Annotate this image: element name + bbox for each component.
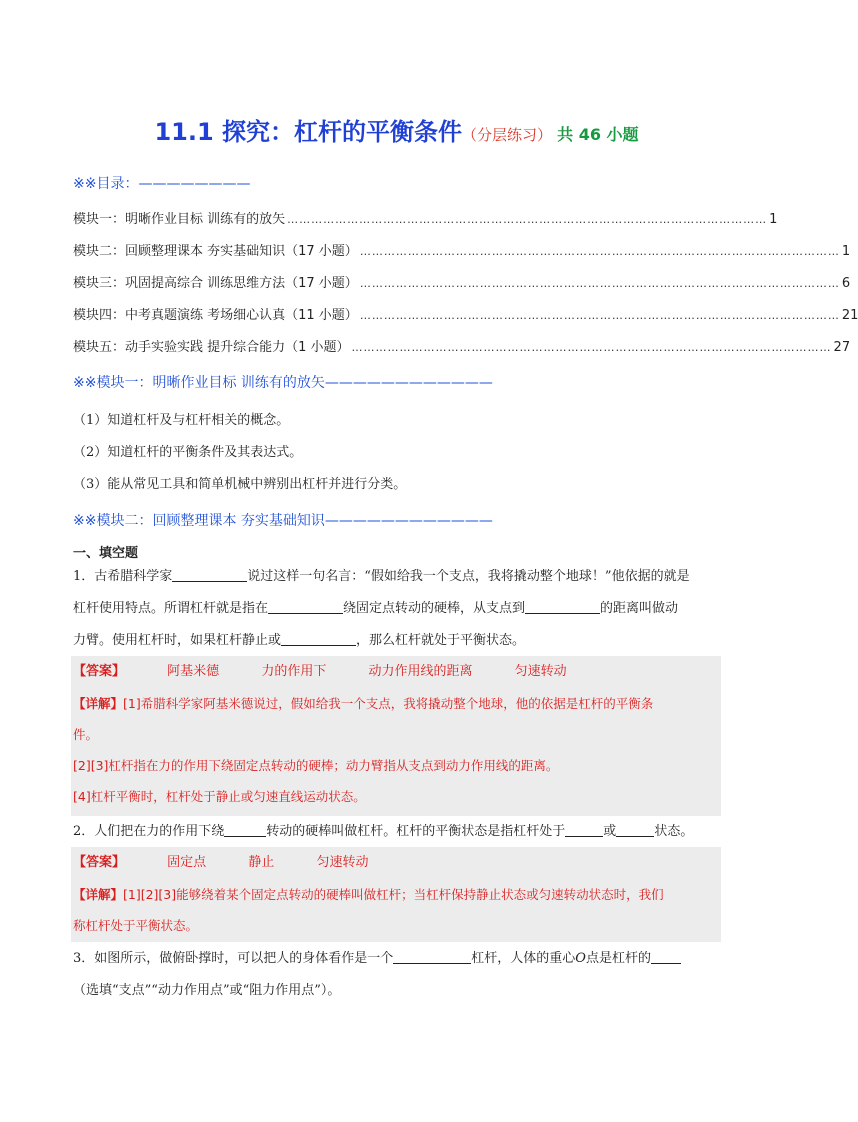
- answer-tag: 【答案】: [73, 664, 126, 679]
- question-2: 2．人们把在力的作用下绕 转动的硬棒叫做杠杆。杠杆的平衡状态是指杠杆处于 或 状态。: [73, 824, 694, 839]
- answer-line: [73, 847, 721, 878]
- toc-item-label: 模块二：回顾整理课本 夯实基础知识（17 小题）: [73, 244, 358, 259]
- answer-item: 力的作用下: [261, 664, 327, 679]
- answer-item: 匀速转动: [514, 664, 567, 679]
- module1-heading: ※※模块一：明晰作业目标 训练有的放矢————————————: [73, 375, 493, 391]
- answer-blank[interactable]: [616, 822, 654, 837]
- answer-item: 静止: [248, 855, 275, 870]
- question-3: 3．如图所示，做俯卧撑时，可以把人的身体看作是一个 杠杆，人体的重心O点是杠杆的 （选填“支点”“动力作用点”或“阻力作用点”）。: [73, 943, 721, 1007]
- toc-item-label: 模块五：动手实验实践 提升综合能力（1 小题）: [73, 340, 350, 355]
- toc-item-page: 6: [841, 276, 851, 291]
- answer-tag: 【答案】: [73, 855, 126, 870]
- answer-item: 阿基米德: [167, 664, 220, 679]
- toc-item[interactable]: [73, 208, 778, 227]
- toc-dots: …………………………………………………………………………………………………………: [359, 277, 840, 290]
- detail-block: 【详解】[1][2][3]能够绕着某个固定点转动的硬棒叫做杠杆；当杠杆保持静止状态或匀速转动状态时，我们 称杠杆处于平衡状态。: [73, 887, 664, 933]
- toc-dots: …………………………………………………………………………………………………………: [287, 213, 768, 226]
- answer-blank[interactable]: [651, 949, 681, 964]
- question-1: 1．古希腊科学家 说过这样一句名言：“假如给我一个支点，我将撬动整个地球！”他依据的就是 杠杆使用特点。所谓杠杆就是指在 绕固定点转动的硬棒，从支点到 的距离叫做动 力臂。使用杠杆时，如果杠杆静止或 ，那么杠杆就处于平衡状态。: [73, 569, 690, 648]
- goal-item: （2）知道杠杆的平衡条件及其表达式。: [73, 445, 303, 460]
- toc-item-label: 模块三：巩固提高综合 训练思维方法（17 小题）: [73, 276, 358, 291]
- toc-item-label: 模块一：明晰作业目标 训练有的放矢: [73, 212, 286, 227]
- detail-tag: 【详解】: [73, 887, 124, 902]
- toc-item[interactable]: [73, 240, 851, 259]
- answer-blank[interactable]: [393, 949, 471, 964]
- title-main: 11.1 探究：杠杆的平衡条件: [154, 118, 463, 146]
- toc-item[interactable]: [73, 304, 858, 323]
- module2-heading: ※※模块二：回顾整理课本 夯实基础知识————————————: [73, 513, 493, 529]
- answer-blank[interactable]: [281, 631, 356, 646]
- answer-blank[interactable]: [565, 822, 603, 837]
- answer-line: [73, 656, 721, 687]
- answer-blank[interactable]: [268, 599, 343, 614]
- page-title: [0, 112, 793, 147]
- answer-item: 匀速转动: [316, 855, 369, 870]
- answer-blank[interactable]: [172, 567, 247, 582]
- answer-blank[interactable]: [525, 599, 600, 614]
- goal-item: （1）知道杠杆及与杠杆相关的概念。: [73, 413, 290, 428]
- goal-item: （3）能从常见工具和简单机械中辨别出杠杆并进行分类。: [73, 477, 407, 492]
- detail-block: 【详解】[1]希腊科学家阿基米德说过，假如给我一个支点，我将撬动整个地球，他的依据是杠杆的平衡条 件。 [2][3]杠杆指在力的作用下绕固定点转动的硬棒；动力臂指从支点到动力作用线的距离。 [4]杠杆平衡时，杠杆处于静止或匀速直线运动状态。: [73, 696, 654, 804]
- toc-dots: …………………………………………………………………………………………………………: [359, 309, 840, 322]
- answer-item: 动力作用线的距离: [368, 664, 473, 679]
- toc-dots: …………………………………………………………………………………………………………: [359, 245, 840, 258]
- answer-blank[interactable]: [224, 822, 266, 837]
- title-count: 共 46 小题: [557, 125, 639, 144]
- toc-item-page: 21: [841, 308, 858, 323]
- toc-item[interactable]: [73, 272, 851, 291]
- toc-item-page: 1: [769, 212, 778, 227]
- title-sub: （分层练习）: [462, 126, 553, 144]
- section-heading: 一、填空题: [73, 546, 139, 561]
- answer-item: 固定点: [167, 855, 207, 870]
- toc-item[interactable]: [73, 336, 851, 355]
- toc-item-page: 1: [841, 244, 851, 259]
- center-of-gravity-label: O: [575, 951, 586, 966]
- detail-tag: 【详解】: [73, 696, 124, 711]
- toc-dots: …………………………………………………………………………………………………………: [351, 341, 832, 354]
- toc-item-page: 27: [833, 340, 851, 355]
- toc-item-label: 模块四：中考真题演练 考场细心认真（11 小题）: [73, 308, 358, 323]
- toc-heading: ※※目录：————————: [73, 176, 251, 192]
